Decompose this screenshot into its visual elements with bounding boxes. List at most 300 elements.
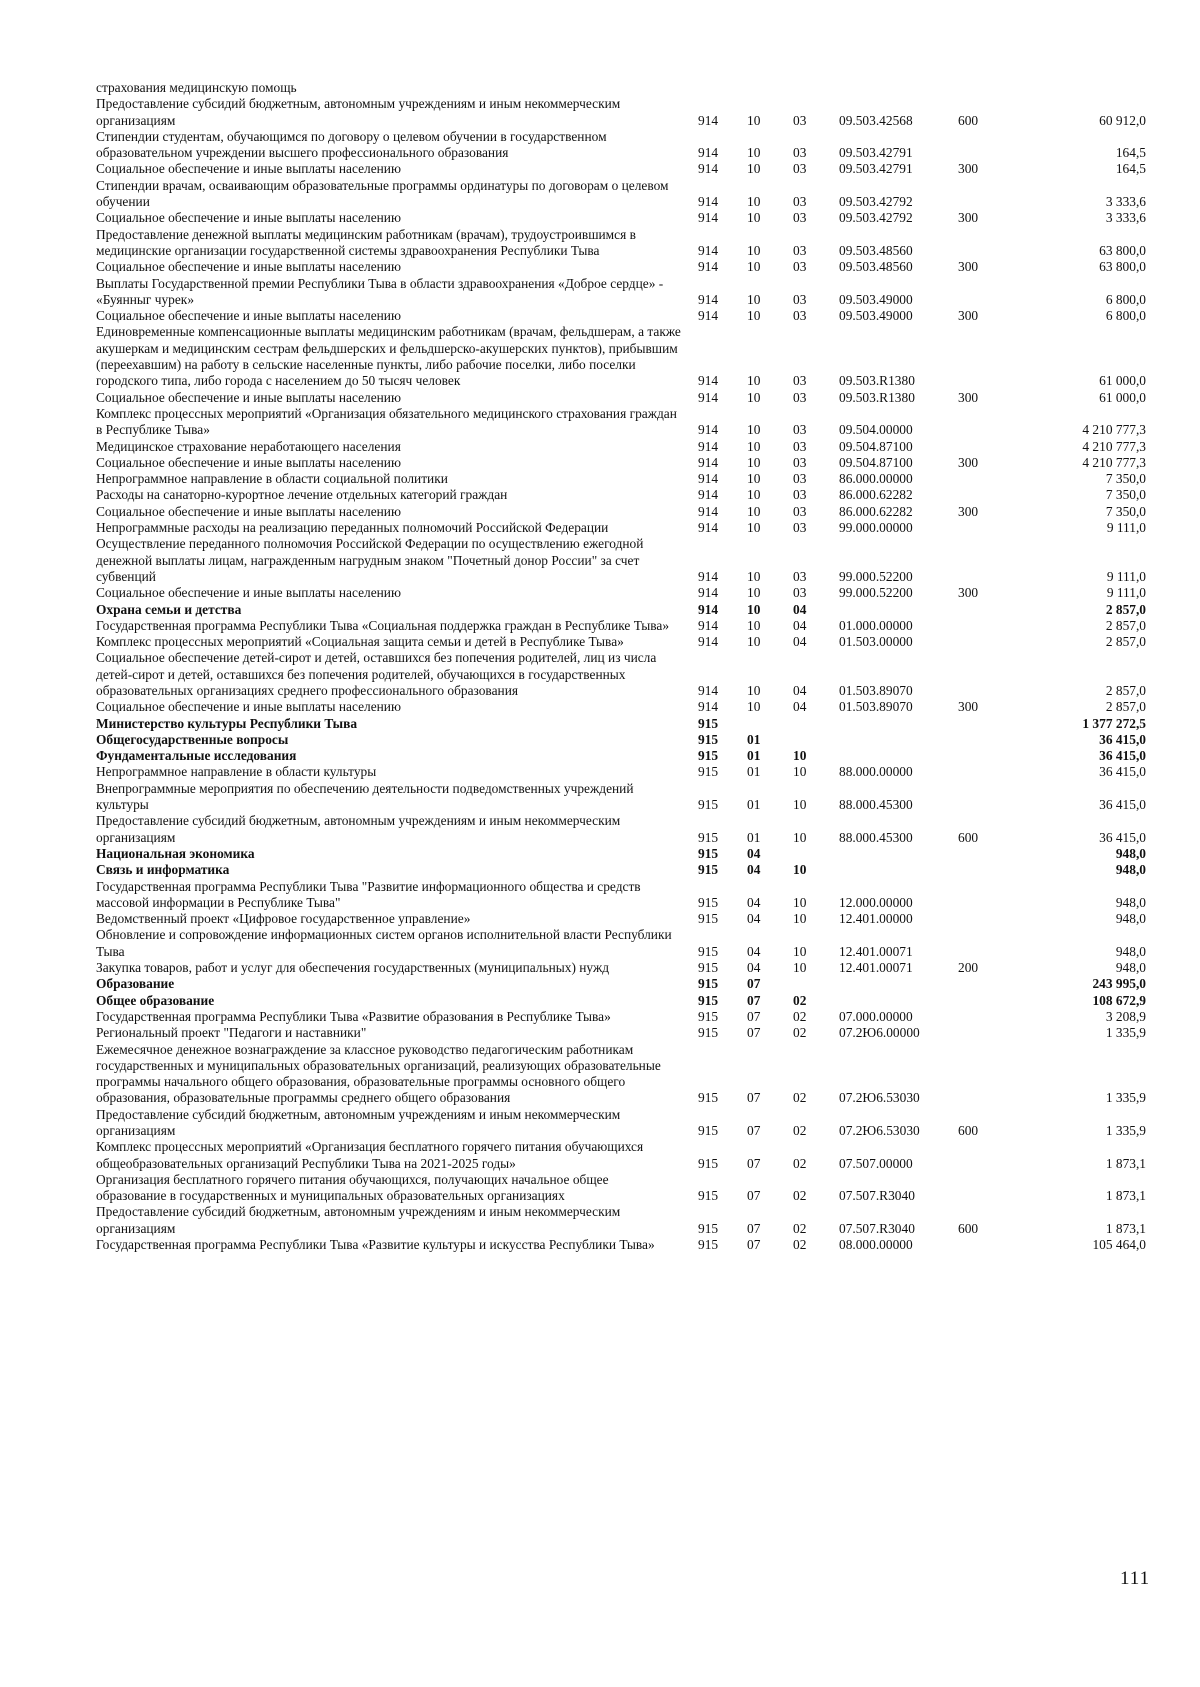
section-code: 01 (747, 797, 761, 813)
grbs-code: 914 (698, 438, 719, 454)
target-article-code: 09.503.49000 (839, 291, 913, 307)
section-code: 04 (747, 943, 761, 959)
expense-type-code: 300 (958, 389, 979, 405)
target-article-code: 01.503.89070 (839, 699, 913, 715)
row-name: Государственная программа Республики Тыва «Развитие культуры и искусства Республики Тыва» (96, 1237, 655, 1253)
section-code: 04 (747, 845, 761, 861)
row-name: Выплаты Государственной премии Республики Тыва в области здравоохранения «Доброе сердце» - «Буянныг чурек» (96, 275, 664, 307)
target-article-code: 07.2Ю6.00000 (839, 1025, 920, 1041)
grbs-code: 915 (698, 1123, 719, 1138)
expense-type-code: 300 (958, 210, 979, 226)
subsection-code: 03 (793, 471, 807, 487)
amount: 948,0 (1115, 943, 1146, 959)
target-article-code (831, 716, 946, 732)
expense-type-code (946, 536, 996, 585)
target-article-code (831, 748, 946, 764)
section-code: 10 (747, 291, 761, 307)
row-name: Непрограммные расходы на реализацию переданных полномочий Российской Федерации (96, 520, 609, 536)
grbs-code: 914 (698, 699, 719, 715)
subsection-code: 03 (793, 454, 807, 470)
subsection-code (781, 976, 831, 992)
target-article-code: 09.503.49000 (839, 308, 913, 324)
grbs-code: 915 (698, 845, 719, 861)
section-code: 10 (747, 161, 761, 177)
grbs-code: 915 (698, 1188, 719, 1204)
section-code: 10 (747, 634, 761, 650)
target-article-code: 07.2Ю6.53030 (839, 1123, 920, 1138)
subsection-code: 02 (793, 1220, 807, 1236)
subsection-code: 04 (793, 601, 807, 617)
grbs-code: 914 (698, 194, 719, 210)
grbs-code: 914 (698, 242, 719, 258)
table-row (96, 634, 1146, 650)
amount: 2 857,0 (1105, 682, 1146, 698)
target-article-code: 07.2Ю6.53030 (839, 1090, 920, 1106)
amount: 948,0 (1115, 862, 1146, 878)
expense-type-code: 200 (958, 960, 979, 976)
subsection-code: 10 (793, 764, 807, 780)
amount: 1 335,9 (1105, 1123, 1146, 1138)
row-name: Стипендии врачам, осваивающим образовательные программы ординатуры по договорам о целевом обучении (96, 177, 669, 210)
subsection-code: 10 (793, 862, 807, 878)
table-row (96, 178, 1146, 211)
table-row (96, 129, 1146, 162)
row-name: Государственная программа Республики Тыва "Развитие информационного общества и средств массовой информации в Республике Тыва" (96, 878, 641, 910)
amount: 36 415,0 (1099, 829, 1146, 845)
grbs-code: 914 (698, 585, 719, 601)
row-name: Социальное обеспечение и иные выплаты населению (96, 585, 401, 601)
grbs-code: 914 (698, 210, 719, 226)
row-name: Социальное обеспечение и иные выплаты населению (96, 161, 401, 177)
target-article-code (831, 993, 946, 1009)
row-name: Предоставление денежной выплаты медицинским работникам (врачам), трудоустроившимся в медицинские организации государственной системы здравоохранения Республики Тыва (96, 226, 636, 258)
grbs-code: 914 (698, 682, 719, 698)
row-name: Фундаментальные исследования (96, 748, 297, 764)
subsection-code: 03 (793, 161, 807, 177)
amount: 948,0 (1115, 894, 1146, 910)
table-row (96, 80, 1146, 96)
section-code: 10 (747, 487, 761, 503)
section-code: 10 (747, 568, 761, 584)
amount: 36 415,0 (1099, 731, 1146, 747)
section-code: 10 (747, 682, 761, 698)
row-name: Предоставление субсидий бюджетным, автономным учреждениям и иным некоммерческим организациям (96, 813, 621, 845)
table-row (96, 846, 1146, 862)
row-name: Расходы на санаторно-курортное лечение отдельных категорий граждан (96, 487, 508, 503)
table-row (96, 602, 1146, 618)
table-row (96, 585, 1146, 601)
amount: 4 210 777,3 (1082, 438, 1146, 454)
table-row (96, 259, 1146, 275)
expense-type-code (946, 1139, 996, 1172)
row-name: Единовременные компенсационные выплаты медицинским работникам (врачам, фельдшерам, а также акушеркам и медицинским сестрам фельдшерских и фельдшерско-акушерских пунктов), прибывшим (переехавшим) на работу в сельские населенные пункты, либо рабочие поселки, либо поселки городского типа, либо города с населением до 50 тысяч человек (96, 324, 681, 389)
table-row (96, 390, 1146, 406)
expense-type-code (946, 276, 996, 309)
table-row (96, 732, 1146, 748)
table-row (96, 748, 1146, 764)
expense-type-code (946, 1025, 996, 1041)
section-code: 10 (747, 308, 761, 324)
subsection-code: 03 (793, 145, 807, 161)
target-article-code (831, 862, 946, 878)
amount: 243 995,0 (1092, 976, 1146, 992)
subsection-code (781, 80, 831, 96)
subsection-code: 02 (793, 1155, 807, 1171)
grbs-code: 915 (698, 748, 719, 764)
row-name: Образование (96, 976, 175, 992)
target-article-code: 07.507.00000 (839, 1155, 913, 1171)
target-article-code: 09.503.R1380 (839, 373, 915, 389)
row-name: Социальное обеспечение и иные выплаты населению (96, 454, 401, 470)
amount: 1 335,9 (1105, 1090, 1146, 1106)
section-code: 01 (747, 764, 761, 780)
table-row (96, 911, 1146, 927)
amount: 4 210 777,3 (1082, 454, 1146, 470)
grbs-code: 915 (698, 1025, 719, 1041)
amount: 1 873,1 (1105, 1220, 1146, 1236)
target-article-code: 86.000.00000 (839, 471, 913, 487)
amount: 4 210 777,3 (1082, 422, 1146, 438)
row-name: Комплекс процессных мероприятий «Социальная защита семьи и детей в Республике Тыва» (96, 634, 624, 650)
table-row (96, 716, 1146, 732)
table-row (96, 210, 1146, 226)
row-name: Предоставление субсидий бюджетным, автономным учреждениям и иным некоммерческим организациям (96, 1106, 621, 1138)
expense-type-code (946, 227, 996, 260)
target-article-code: 09.503.42792 (839, 210, 913, 226)
expense-type-code (946, 634, 996, 650)
table-row (96, 308, 1146, 324)
table-row (96, 536, 1146, 585)
section-code: 10 (747, 520, 761, 536)
row-name: Медицинское страхование неработающего населения (96, 438, 401, 454)
row-name: Социальное обеспечение и иные выплаты населению (96, 389, 401, 405)
expense-type-code (946, 879, 996, 912)
table-row (96, 161, 1146, 177)
section-code: 10 (747, 454, 761, 470)
section-code: 01 (747, 829, 761, 845)
amount: 7 350,0 (1105, 487, 1146, 503)
subsection-code: 10 (793, 960, 807, 976)
table-row (96, 1204, 1146, 1237)
table-row (96, 1107, 1146, 1140)
section-code: 07 (747, 1090, 761, 1106)
target-article-code: 09.503.42568 (839, 112, 913, 128)
table-row (96, 781, 1146, 814)
subsection-code: 03 (793, 585, 807, 601)
budget-table (96, 80, 1146, 1253)
amount (996, 80, 1146, 96)
target-article-code: 88.000.45300 (839, 829, 913, 845)
expense-type-code (946, 781, 996, 814)
target-article-code: 08.000.00000 (839, 1237, 913, 1253)
subsection-code: 10 (793, 943, 807, 959)
subsection-code: 03 (793, 308, 807, 324)
subsection-code: 02 (793, 1237, 807, 1253)
grbs-code: 914 (698, 422, 719, 438)
expense-type-code (946, 764, 996, 780)
row-name: Государственная программа Республики Тыва «Социальная поддержка граждан в Республике Тыва» (96, 617, 670, 633)
row-name: Ежемесячное денежное вознаграждение за классное руководство педагогическим работникам государственных и муниципальных образовательных организаций, реализующих образовательные программы начального общего образования, образовательные программы основного общего образования, образовательные программы среднего общего образования (96, 1041, 661, 1106)
row-name: Региональный проект "Педагоги и наставники" (96, 1025, 367, 1041)
section-code: 07 (747, 992, 761, 1008)
section-code: 10 (747, 210, 761, 226)
section-code: 04 (747, 960, 761, 976)
subsection-code: 04 (793, 699, 807, 715)
section-code: 10 (747, 503, 761, 519)
amount: 2 857,0 (1105, 634, 1146, 650)
row-name: Общегосударственные вопросы (96, 731, 289, 747)
table-row (96, 504, 1146, 520)
grbs-code: 915 (698, 731, 719, 747)
subsection-code: 03 (793, 487, 807, 503)
subsection-code: 10 (793, 829, 807, 845)
target-article-code: 07.000.00000 (839, 1008, 913, 1024)
subsection-code (781, 732, 831, 748)
target-article-code (831, 80, 946, 96)
row-name: Обновление и сопровождение информационных систем органов исполнительной власти Республики Тыва (96, 927, 672, 959)
target-article-code: 09.504.87100 (839, 438, 913, 454)
section-code: 10 (747, 585, 761, 601)
section-code: 10 (747, 601, 761, 617)
target-article-code (831, 602, 946, 618)
amount: 7 350,0 (1105, 471, 1146, 487)
grbs-code: 915 (698, 976, 719, 992)
grbs-code: 914 (698, 112, 719, 128)
row-name: Социальное обеспечение и иные выплаты населению (96, 503, 401, 519)
grbs-code: 915 (698, 715, 719, 731)
table-row (96, 813, 1146, 846)
table-row (96, 650, 1146, 699)
subsection-code: 10 (793, 894, 807, 910)
grbs-code: 915 (698, 1155, 719, 1171)
section-code: 07 (747, 1123, 761, 1138)
table-row (96, 1025, 1146, 1041)
target-article-code (831, 732, 946, 748)
expense-type-code (946, 520, 996, 536)
target-article-code: 12.401.00000 (839, 911, 913, 927)
subsection-code: 02 (793, 1123, 807, 1138)
table-row (96, 618, 1146, 634)
amount: 2 857,0 (1105, 617, 1146, 633)
expense-type-code (946, 911, 996, 927)
row-name: Комплекс процессных мероприятий «Организация бесплатного горячего питания обучающихся общеобразовательных организаций Республики Тыва на 2021-2025 годы» (96, 1139, 644, 1171)
expense-type-code: 300 (958, 161, 979, 177)
target-article-code: 88.000.45300 (839, 797, 913, 813)
subsection-code: 03 (793, 194, 807, 210)
expense-type-code (946, 406, 996, 439)
grbs-code: 915 (698, 894, 719, 910)
subsection-code: 02 (793, 992, 807, 1008)
expense-type-code (946, 927, 996, 960)
grbs-code: 915 (698, 797, 719, 813)
section-code: 10 (747, 471, 761, 487)
grbs-code: 914 (698, 634, 719, 650)
target-article-code: 09.504.87100 (839, 454, 913, 470)
subsection-code: 04 (793, 617, 807, 633)
amount: 60 912,0 (1099, 112, 1146, 128)
row-name: Организация бесплатного горячего питания обучающихся, получающих начальное общее образование в государственных и муниципальных образовательных организациях (96, 1171, 609, 1204)
subsection-code: 02 (793, 1090, 807, 1106)
expense-type-code: 300 (958, 308, 979, 324)
grbs-code: 915 (698, 829, 719, 845)
row-name: Социальное обеспечение и иные выплаты населению (96, 210, 401, 226)
row-name: Социальное обеспечение и иные выплаты населению (96, 308, 401, 324)
expense-type-code: 300 (958, 454, 979, 470)
table-row (96, 455, 1146, 471)
grbs-code: 914 (698, 308, 719, 324)
row-name: Комплекс процессных мероприятий «Организация обязательного медицинского страхования граждан в Республике Тыва» (96, 405, 677, 438)
table-row (96, 471, 1146, 487)
expense-type-code: 300 (958, 503, 979, 519)
target-article-code: 09.503.R1380 (839, 389, 915, 405)
expense-type-code: 300 (958, 259, 979, 275)
subsection-code: 04 (793, 634, 807, 650)
page-number: 111 (1120, 1568, 1151, 1589)
table-row (96, 960, 1146, 976)
amount: 63 800,0 (1099, 242, 1146, 258)
expense-type-code: 300 (958, 585, 979, 601)
target-article-code: 86.000.62282 (839, 503, 913, 519)
row-name: Ведомственный проект «Цифровое государственное управление» (96, 911, 471, 927)
grbs-code: 914 (698, 161, 719, 177)
expense-type-code (946, 732, 996, 748)
table-row (96, 96, 1146, 129)
expense-type-code (946, 324, 996, 389)
subsection-code: 03 (793, 503, 807, 519)
expense-type-code (946, 1172, 996, 1205)
table-row (96, 976, 1146, 992)
section-code: 07 (747, 1220, 761, 1236)
expense-type-code (946, 439, 996, 455)
section-code: 07 (747, 1008, 761, 1024)
grbs-code: 914 (698, 145, 719, 161)
table-row (96, 993, 1146, 1009)
expense-type-code (946, 748, 996, 764)
expense-type-code (946, 471, 996, 487)
amount: 948,0 (1115, 845, 1146, 861)
grbs-code: 915 (698, 1008, 719, 1024)
subsection-code: 03 (793, 291, 807, 307)
subsection-code: 03 (793, 520, 807, 536)
table-row (96, 862, 1146, 878)
amount: 9 111,0 (1106, 585, 1146, 601)
section-code: 07 (747, 1237, 761, 1253)
table-row (96, 227, 1146, 260)
amount: 1 335,9 (1105, 1025, 1146, 1041)
section-code: 10 (747, 699, 761, 715)
grbs-code: 914 (698, 601, 719, 617)
subsection-code: 04 (793, 682, 807, 698)
row-name: Государственная программа Республики Тыва «Развитие образования в Республике Тыва» (96, 1008, 611, 1024)
row-name: Министерство культуры Республики Тыва (96, 715, 358, 731)
amount: 3 208,9 (1105, 1008, 1146, 1024)
row-name: Осуществление переданного полномочия Российской Федерации по осуществлению ежегодной денежной выплаты лицам, награжденным нагрудным знаком "Почетный донор России" за счет субвенций (96, 536, 644, 584)
section-code: 07 (747, 1155, 761, 1171)
subsection-code: 03 (793, 438, 807, 454)
table-row (96, 927, 1146, 960)
target-article-code: 09.503.48560 (839, 259, 913, 275)
section-code: 10 (747, 438, 761, 454)
section-code: 10 (747, 389, 761, 405)
amount: 61 000,0 (1099, 389, 1146, 405)
amount: 6 800,0 (1105, 308, 1146, 324)
expense-type-code: 600 (958, 1123, 979, 1138)
grbs-code: 914 (698, 471, 719, 487)
expense-type-code (946, 716, 996, 732)
grbs-code: 915 (698, 943, 719, 959)
section-code: 01 (747, 731, 761, 747)
amount: 1 873,1 (1105, 1188, 1146, 1204)
amount: 948,0 (1115, 960, 1146, 976)
amount: 61 000,0 (1099, 373, 1146, 389)
row-name: Общее образование (96, 992, 215, 1008)
subsection-code: 10 (793, 911, 807, 927)
target-article-code: 12.401.00071 (839, 943, 913, 959)
expense-type-code (946, 1042, 996, 1107)
section-code: 10 (747, 112, 761, 128)
section-code: 10 (747, 617, 761, 633)
row-name: Социальное обеспечение и иные выплаты населению (96, 259, 401, 275)
subsection-code: 03 (793, 112, 807, 128)
target-article-code: 12.401.00071 (839, 960, 913, 976)
table-row (96, 439, 1146, 455)
section-code: 10 (747, 259, 761, 275)
grbs-code: 915 (698, 911, 719, 927)
row-name: Охрана семьи и детства (96, 601, 242, 617)
grbs-code: 914 (698, 454, 719, 470)
row-name: страхования медицинскую помощь (96, 80, 297, 95)
expense-type-code (946, 129, 996, 162)
target-article-code: 09.504.00000 (839, 422, 913, 438)
subsection-code: 10 (793, 748, 807, 764)
expense-type-code: 600 (958, 829, 979, 845)
target-article-code: 12.000.00000 (839, 894, 913, 910)
section-code: 07 (747, 1025, 761, 1041)
amount: 63 800,0 (1099, 259, 1146, 275)
grbs-code: 914 (698, 259, 719, 275)
target-article-code: 07.507.R3040 (839, 1188, 915, 1204)
expense-type-code: 300 (958, 699, 979, 715)
amount: 3 333,6 (1105, 194, 1146, 210)
row-name: Внепрограммные мероприятия по обеспечению деятельности подведомственных учреждений культуры (96, 780, 634, 813)
amount: 3 333,6 (1105, 210, 1146, 226)
row-name: Социальное обеспечение и иные выплаты населению (96, 699, 401, 715)
section-code: 10 (747, 373, 761, 389)
grbs-code: 915 (698, 992, 719, 1008)
section-code: 04 (747, 911, 761, 927)
table-row (96, 487, 1146, 503)
subsection-code: 03 (793, 568, 807, 584)
target-article-code: 09.503.42791 (839, 161, 913, 177)
expense-type-code (946, 80, 996, 96)
row-name: Стипендии студентам, обучающимся по договору о целевом обучении в государственном образовательном учреждении высшего профессионального образования (96, 128, 607, 161)
expense-type-code: 600 (958, 1220, 979, 1236)
section-code (735, 80, 781, 96)
section-code: 04 (747, 894, 761, 910)
amount: 7 350,0 (1105, 503, 1146, 519)
subsection-code: 03 (793, 259, 807, 275)
row-name: Предоставление субсидий бюджетным, автономным учреждениям и иным некоммерческим организациям (96, 96, 621, 128)
row-name: Непрограммное направление в области культуры (96, 764, 377, 780)
subsection-code (781, 716, 831, 732)
target-article-code: 01.503.89070 (839, 682, 913, 698)
amount: 105 464,0 (1092, 1237, 1146, 1253)
expense-type-code (946, 602, 996, 618)
table-row (96, 276, 1146, 309)
section-code: 07 (747, 1188, 761, 1204)
subsection-code: 02 (793, 1188, 807, 1204)
target-article-code: 99.000.52200 (839, 568, 913, 584)
